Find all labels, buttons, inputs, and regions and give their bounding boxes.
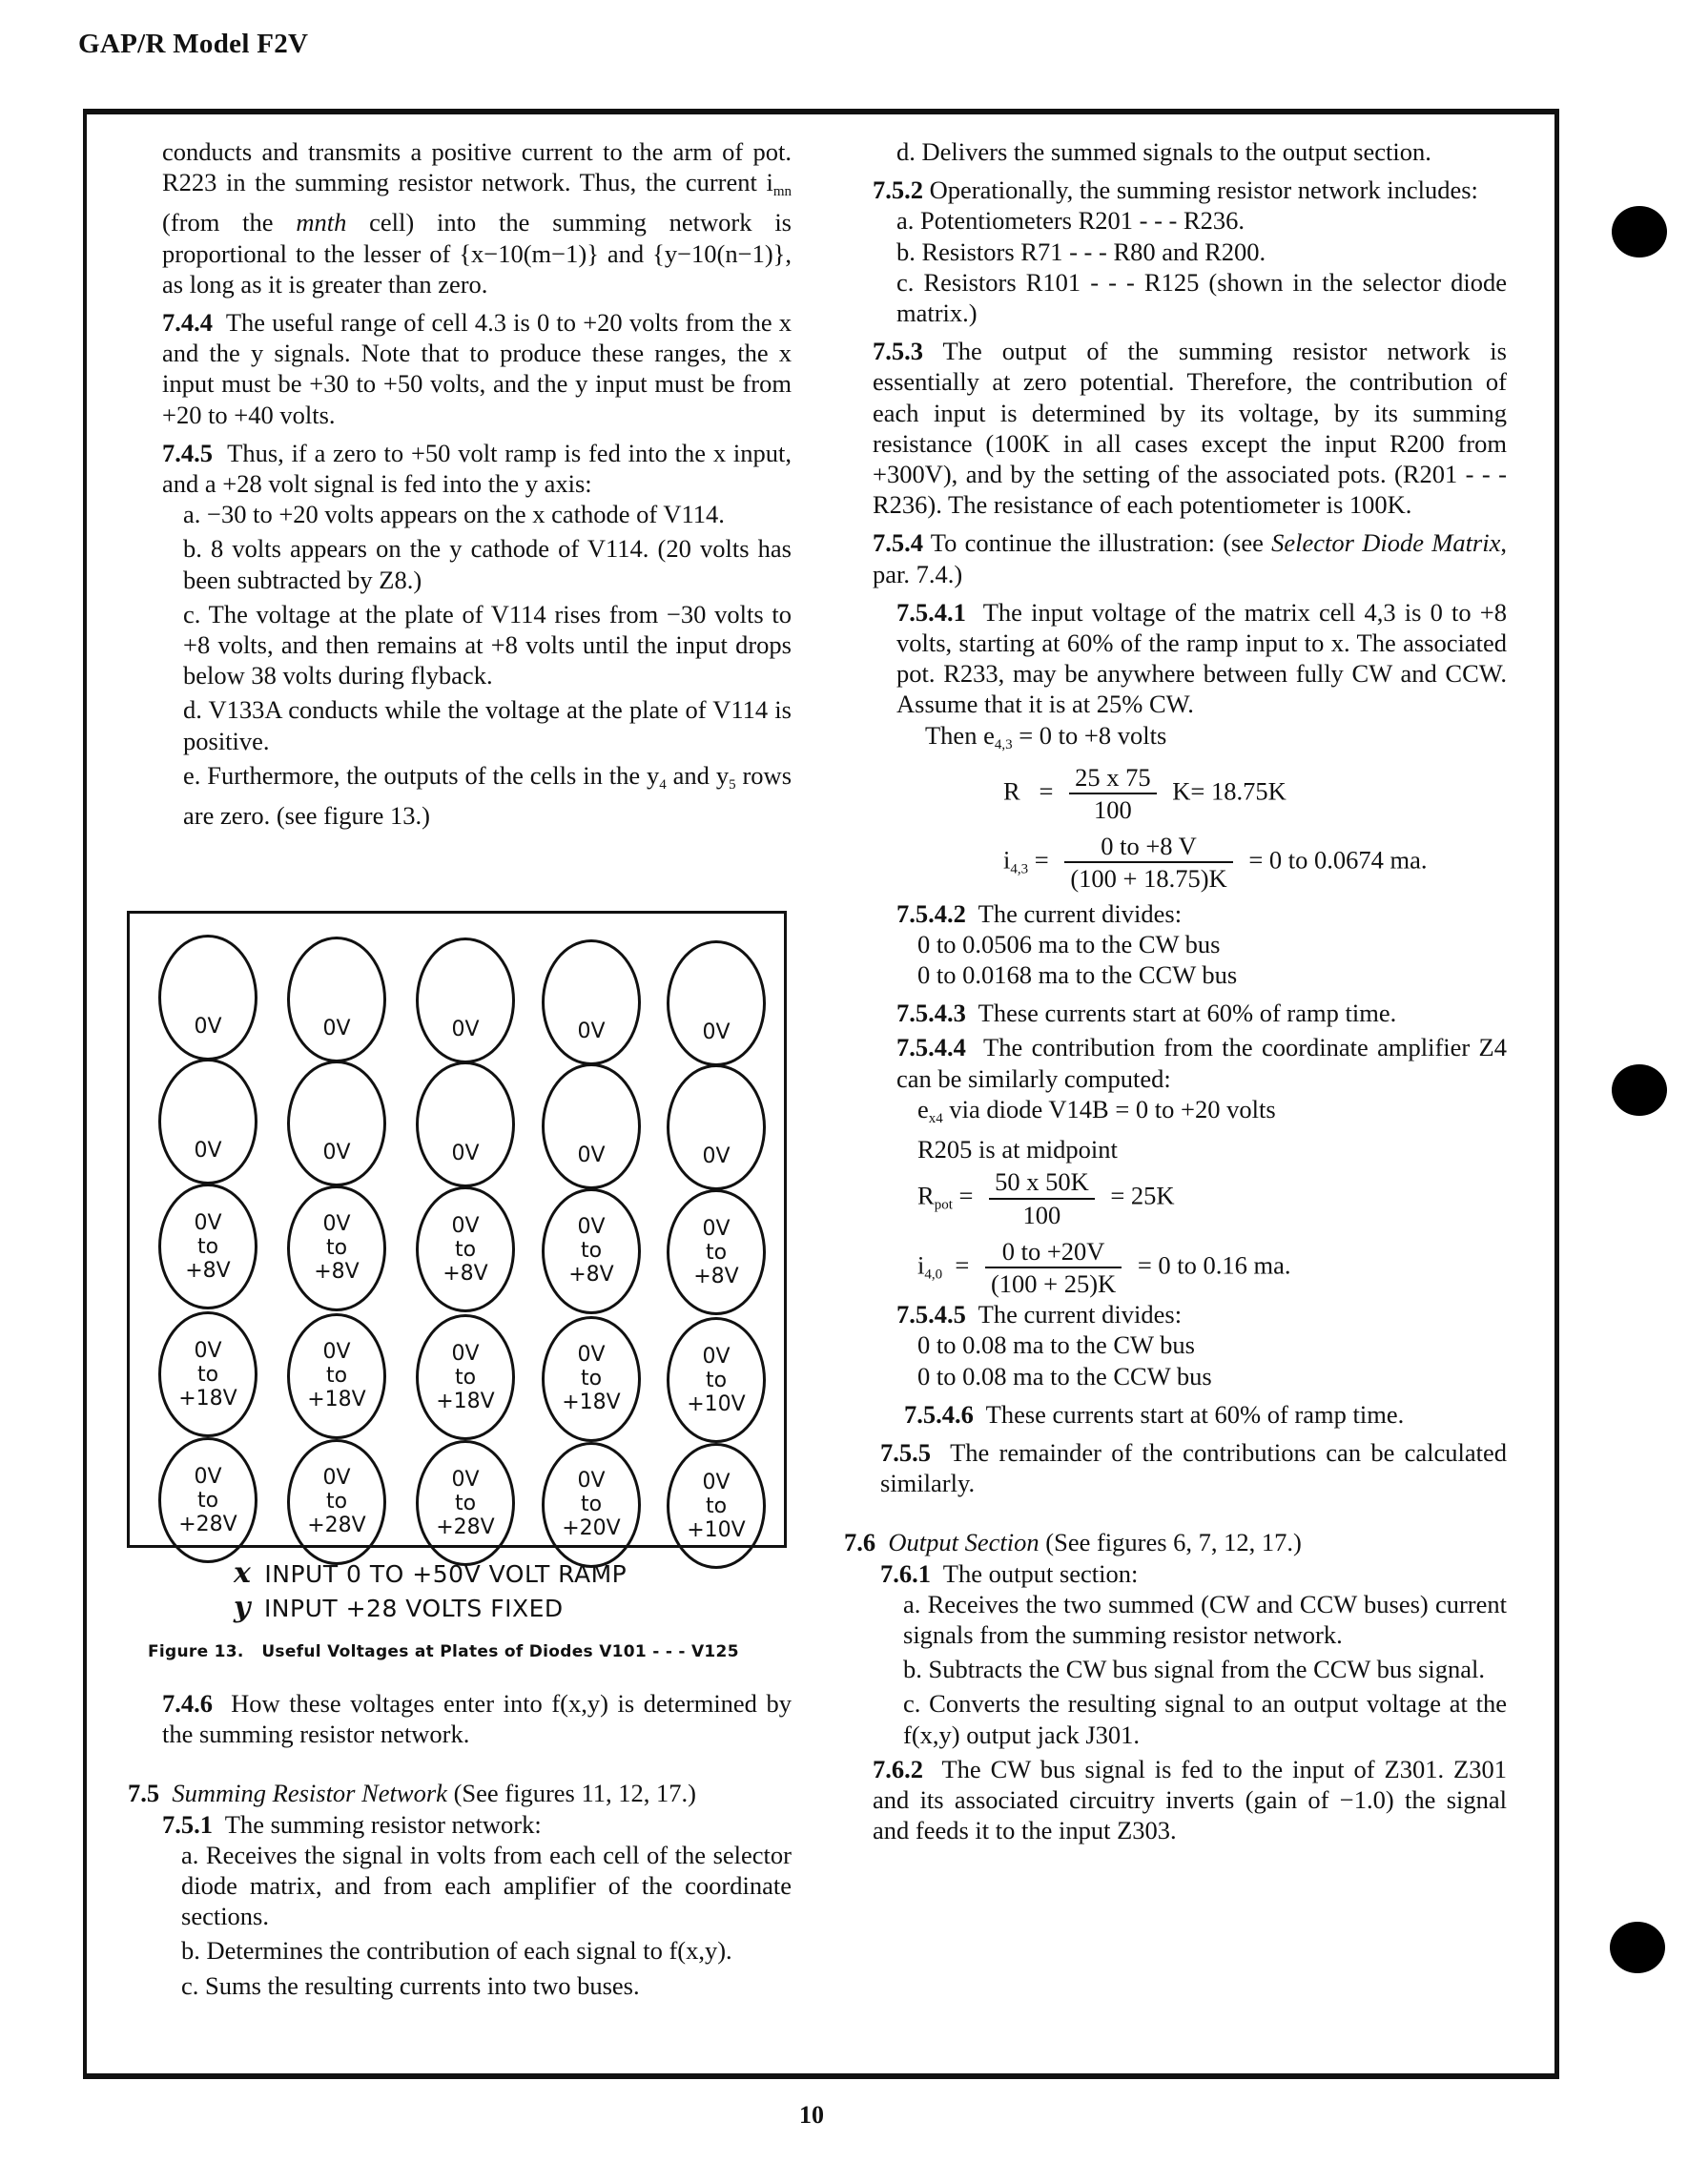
denominator: (100 + 18.75)K: [1064, 861, 1232, 894]
list-item: a. Receives the signal in volts from each cell of the selector diode matrix, and from each amplifier of the coordinate sections.: [181, 1840, 792, 1931]
cell-voltage-label: +18V: [178, 1386, 237, 1411]
intro-text: conducts and transmits a positive current to the arm of pot. R223 in the summing resistor network. Thus, the current i: [162, 137, 792, 197]
section-number: 7.6.2: [873, 1754, 923, 1783]
subscript: 4: [659, 776, 667, 793]
cell-voltage-label: +8V: [314, 1260, 360, 1284]
diode-cell-r3-c1: [158, 1184, 257, 1309]
section-text-end: , par. 7.4.): [873, 528, 1507, 588]
current-line: 0 to 0.08 ma to the CCW bus: [917, 1361, 1212, 1391]
cell-voltage-label: +8V: [693, 1264, 739, 1288]
list-item: a. −30 to +20 volts appears on the x cathode of V114.: [183, 500, 725, 529]
fraction: [1064, 831, 1232, 894]
cell-voltage-label: 0V: [451, 1142, 480, 1165]
section-number: 7.5.4: [873, 528, 923, 558]
cell-voltage-label: 0V: [577, 1215, 606, 1239]
cell-voltage-label: 0V: [322, 1016, 351, 1040]
cell-voltage-label: to: [705, 1368, 728, 1392]
document-header: GAP/R Model F2V: [78, 29, 309, 59]
section-text-italic: Selector Diode Matrix: [1271, 528, 1501, 558]
cell-voltage-label: to: [325, 1236, 348, 1260]
section-7-4-4: [162, 307, 792, 430]
subscript: pot: [934, 1197, 953, 1213]
cell-voltage-label: +28V: [178, 1512, 237, 1536]
section-text: Operationally, the summing resistor network includes:: [929, 175, 1478, 205]
diode-cell-r5-c1: [158, 1437, 257, 1563]
diode-cell-r1-c4: [542, 939, 641, 1065]
section-7-5-4-subsections: [873, 597, 1507, 1430]
cell-voltage-label: +10V: [687, 1391, 746, 1416]
cell-voltage-label: +8V: [443, 1261, 488, 1286]
section-text: The current divides:: [978, 1300, 1183, 1329]
intro-text-mid: (from the: [162, 208, 297, 237]
right-column: [844, 136, 1508, 1845]
equation-text: e: [917, 1094, 929, 1123]
cell-voltage-label: 0V: [702, 1470, 731, 1494]
subscript: 4,3: [1010, 861, 1029, 877]
x-caption-text: INPUT 0 TO +50V VOLT RAMP: [264, 1560, 628, 1588]
section-7-5-4-4: [896, 1032, 1507, 1093]
cell-voltage-label: to: [580, 1493, 603, 1516]
r205-note: R205 is at midpoint: [917, 1135, 1118, 1164]
section-text: To continue the illustration: (see: [930, 528, 1272, 558]
cell-voltage-label: to: [580, 1367, 603, 1391]
list-item: c. The voltage at the plate of V114 rises from −30 volts to +8 volts, and then remains at +8 volts until the input drops below 38 volts during flyback.: [183, 599, 792, 690]
section-number: 7.5.4.2: [896, 898, 966, 928]
list-item: c. Resistors R101 - - - R125 (shown in the selector diode matrix.): [896, 267, 1507, 328]
list-item: b. Subtracts the CW bus signal from the CCW bus signal.: [903, 1655, 1485, 1684]
numerator: 0 to +8 V: [1101, 832, 1197, 861]
section-figure-ref: (See figures 11, 12, 17.): [453, 1779, 696, 1808]
section-7-5-4-1: [896, 597, 1507, 720]
equation-lhs: i: [1003, 845, 1011, 875]
subscript: 5: [729, 776, 736, 793]
section-7-5-3: [873, 336, 1507, 520]
list-item: d. Delivers the summed signals to the output section.: [896, 137, 1431, 166]
cell-voltage-label: +8V: [568, 1263, 614, 1287]
section-7-5-5: [880, 1437, 1507, 1498]
figure-13-diode-matrix: [127, 911, 787, 1548]
cell-voltage-label: to: [705, 1240, 728, 1265]
cell-voltage-label: 0V: [451, 1467, 480, 1492]
section-number: 7.5.1: [162, 1809, 213, 1839]
section-7-6-2: [873, 1754, 1507, 1846]
equation-Rpot: [917, 1166, 1507, 1229]
cell-voltage-label: 0V: [322, 1212, 351, 1236]
list-item: b. Resistors R71 - - - R80 and R200.: [896, 237, 1266, 266]
diode-cell-r5-c5: [667, 1443, 766, 1569]
list-item: c. Sums the resulting currents into two buses.: [181, 1970, 640, 2000]
section-7-5-4-3: [896, 998, 1507, 1028]
cell-voltage-label: 0V: [577, 1019, 606, 1043]
diode-cell-r4-c1: [158, 1311, 257, 1437]
section-7-6-1-list: [880, 1589, 1507, 1750]
equation-rhs: = 0 to 0.0674 ma.: [1248, 845, 1428, 875]
intro-text-italic: mnth: [296, 208, 347, 237]
section-text: The output section:: [942, 1558, 1139, 1588]
punch-hole-middle: [1612, 1064, 1667, 1116]
cell-voltage-label: 0V: [194, 1464, 222, 1489]
section-number: 7.5.4.5: [896, 1300, 966, 1329]
diode-cell-r1-c1: [158, 935, 257, 1061]
subscript: x4: [928, 1110, 943, 1126]
cell-voltage-label: to: [196, 1234, 219, 1259]
equation-rhs: = 25K: [1110, 1181, 1175, 1210]
subscript: 4,0: [924, 1266, 943, 1282]
cell-voltage-label: to: [705, 1494, 728, 1518]
cell-voltage-label: +18V: [436, 1389, 495, 1413]
figure-x-caption: [234, 1556, 627, 1590]
cell-voltage-label: +18V: [562, 1391, 621, 1414]
diode-cell-r3-c4: [542, 1188, 641, 1314]
equals: =: [942, 1249, 970, 1279]
section-number: 7.4.4: [162, 308, 213, 338]
cell-voltage-label: +28V: [307, 1514, 366, 1537]
cell-voltage-label: 0V: [702, 1020, 731, 1044]
diode-cell-r2-c3: [416, 1061, 515, 1187]
list-item: c. Converts the resulting signal to an output voltage at the f(x,y) output jack J301.: [903, 1689, 1507, 1749]
section-title: Summing Resistor Network: [172, 1779, 447, 1808]
section-7-5-4-5: [896, 1299, 1507, 1329]
section-text: These currents start at 60% of ramp time.: [978, 999, 1397, 1028]
list-item: b. 8 volts appears on the y cathode of V114. (20 volts has been subtracted by Z8.): [183, 534, 792, 594]
section-number: 7.5.4.1: [896, 597, 966, 627]
section-7-4-5: [162, 438, 792, 499]
numerator: 25 x 75: [1075, 762, 1151, 792]
diode-cell-r5-c3: [416, 1440, 515, 1566]
punch-hole-bottom: [1610, 1922, 1665, 1973]
section-number: 7.5.3: [873, 337, 923, 366]
equals: =: [1028, 845, 1049, 875]
fraction: [1069, 762, 1157, 825]
section-7-5-1-list: [162, 1840, 792, 2001]
diode-cell-r1-c2: [287, 937, 386, 1062]
intro-text-end: cell) into the summing network is proportional to the lesser of {x−10(m−1)} and {y−10(n−1)}, as long as it is greater than zero.: [162, 208, 792, 299]
cell-voltage-label: to: [580, 1239, 603, 1263]
section-7-5-1: [162, 1809, 792, 1840]
list-item-text: e. Furthermore, the outputs of the cells in the y: [183, 760, 660, 790]
section-7-5-2: [873, 175, 1507, 205]
equation-e43: [925, 720, 1507, 760]
y-variable: y: [234, 1591, 251, 1624]
section-7-4-6: [162, 1688, 792, 1749]
section-number: 7.5.4.4: [896, 1033, 966, 1062]
diode-cell-r4-c3: [416, 1314, 515, 1440]
section-number: 7.4.6: [162, 1689, 213, 1718]
cell-voltage-label: to: [196, 1488, 219, 1513]
section-7-4-5-list: [162, 499, 792, 831]
diode-cell-r3-c5: [667, 1189, 766, 1315]
equals: =: [952, 1181, 974, 1210]
section-text: The output of the summing resistor network is essentially at zero potential. Therefore, the contribution of each input is determined by its voltage, by its summing resistance (100K in all cases except the input R200 from +300V), and by the setting of the associated pots. (R201 - - - R236). The resistance of each potentiometer is 100K.: [873, 337, 1507, 520]
section-number: 7.5.2: [873, 175, 923, 205]
list-item-text: rows are zero. (see figure 13.): [183, 760, 793, 831]
fraction: [985, 1236, 1122, 1299]
diode-cell-r4-c2: [287, 1313, 386, 1439]
diode-cell-r4-c4: [542, 1316, 641, 1442]
cell-voltage-label: 0V: [322, 1340, 351, 1364]
section-7-6-1: [880, 1558, 1507, 1589]
diode-cell-r5-c4: [542, 1442, 641, 1568]
section-7-6-heading: [844, 1527, 1507, 1557]
cell-voltage-label: 0V: [702, 1144, 731, 1168]
cell-voltage-label: 0V: [322, 1466, 351, 1490]
current-line: 0 to 0.0168 ma to the CCW bus: [917, 960, 1238, 990]
x-variable: x: [234, 1556, 252, 1590]
section-7-5-2-list: [873, 205, 1507, 328]
equation-R: [896, 762, 1507, 825]
section-text: The input voltage of the matrix cell 4,3 is 0 to +8 volts, starting at 60% of the ramp input to x. The associated pot. R233, may be anywhere between fully CW and CCW. Assume that it is at 25% CW.: [896, 597, 1507, 719]
left-column-bottom: [128, 1688, 792, 2001]
equation-text: = 0 to +8 volts: [1012, 720, 1167, 750]
diode-cell-r2-c2: [287, 1061, 386, 1186]
cell-voltage-label: to: [196, 1362, 219, 1387]
cell-voltage-label: 0V: [577, 1343, 606, 1367]
section-number: 7.6.1: [880, 1558, 931, 1588]
cell-voltage-label: +28V: [436, 1514, 495, 1539]
list-item: d. V133A conducts while the voltage at the plate of V114 is positive.: [183, 695, 792, 755]
cell-voltage-label: 0V: [702, 1216, 731, 1241]
diode-cell-r2-c4: [542, 1063, 641, 1189]
intro-paragraph: [162, 136, 792, 299]
cell-voltage-label: 0V: [451, 1213, 480, 1238]
equation-lhs: i: [917, 1249, 925, 1279]
numerator: 50 x 50K: [995, 1167, 1089, 1197]
equation-text: Then e: [925, 720, 995, 750]
cell-voltage-label: 0V: [577, 1469, 606, 1493]
cell-voltage-label: 0V: [451, 1341, 480, 1366]
equation-ex4: [917, 1094, 1507, 1134]
page-number: 10: [799, 2101, 824, 2129]
section-text: The current divides:: [978, 898, 1183, 928]
diode-cell-r5-c2: [287, 1439, 386, 1565]
section-7-5-4-2: [896, 898, 1507, 929]
section-text: The summing resistor network:: [224, 1809, 542, 1839]
diode-cell-r1-c5: [667, 940, 766, 1066]
cell-voltage-label: to: [454, 1365, 477, 1390]
diode-cell-r3-c3: [416, 1186, 515, 1312]
punch-hole-top: [1612, 206, 1667, 258]
diode-cell-r4-c5: [667, 1317, 766, 1443]
cell-voltage-label: to: [325, 1364, 348, 1388]
equation-lhs: R: [917, 1181, 935, 1210]
section-text: These currents start at 60% of ramp time.: [985, 1399, 1405, 1429]
section-7-5-4: [873, 527, 1507, 588]
list-item: a. Potentiometers R201 - - - R236.: [896, 206, 1245, 236]
section-text: How these voltages enter into f(x,y) is determined by the summing resistor network.: [162, 1689, 792, 1749]
list-item: a. Receives the two summed (CW and CCW buses) current signals from the summing resistor network.: [903, 1589, 1507, 1649]
diode-cell-r2-c5: [667, 1064, 766, 1190]
denominator: (100 + 25)K: [985, 1267, 1122, 1299]
subscript: 4,3: [994, 736, 1013, 752]
section-title: Output Section: [888, 1528, 1040, 1557]
cell-voltage-label: to: [454, 1237, 477, 1262]
figure-y-caption: [234, 1591, 564, 1624]
cell-voltage-label: 0V: [194, 1015, 222, 1039]
cell-voltage-label: 0V: [577, 1143, 606, 1167]
section-number: 7.5.4.6: [904, 1399, 974, 1429]
list-item-text: and y: [666, 760, 730, 790]
section-number: 7.6: [844, 1528, 876, 1557]
list-item: [183, 760, 792, 831]
section-text: The useful range of cell 4.3 is 0 to +20 volts from the x and the y signals. Note that to produce these ranges, the x input must be +30 to +50 volts, and the y input must be from +20 to +40 volts.: [162, 308, 792, 429]
current-line: 0 to 0.0506 ma to the CW bus: [917, 929, 1221, 958]
cell-voltage-label: 0V: [194, 1338, 222, 1363]
cell-voltage-label: +20V: [562, 1516, 621, 1540]
cell-voltage-label: 0V: [322, 1140, 351, 1164]
fraction: [989, 1166, 1095, 1229]
section-figure-ref: (See figures 6, 7, 12, 17.): [1045, 1528, 1302, 1557]
y-caption-text: INPUT +28 VOLTS FIXED: [263, 1595, 564, 1622]
cell-voltage-label: +10V: [687, 1517, 746, 1542]
list-item: b. Determines the contribution of each signal to f(x,y).: [181, 1936, 732, 1966]
section-7-5-heading: [128, 1778, 792, 1808]
cell-voltage-label: +18V: [307, 1388, 366, 1411]
denominator: 100: [989, 1198, 1095, 1230]
cell-voltage-label: to: [325, 1490, 348, 1514]
figure-title: Figure 13. Useful Voltages at Plates of Diodes V101 - - - V125: [148, 1642, 739, 1661]
section-text: The contribution from the coordinate amplifier Z4 can be similarly computed:: [896, 1033, 1507, 1093]
equation-rhs: = 0 to 0.16 ma.: [1137, 1249, 1291, 1279]
cell-voltage-label: 0V: [194, 1139, 222, 1163]
equation-text: via diode V14B = 0 to +20 volts: [942, 1094, 1276, 1123]
equation-lhs: R =: [1003, 776, 1054, 806]
cell-voltage-label: 0V: [451, 1018, 480, 1041]
section-number: 7.5: [128, 1779, 160, 1808]
section-number: 7.5.5: [880, 1437, 931, 1467]
equation-rhs: K= 18.75K: [1172, 776, 1287, 806]
section-number: 7.4.5: [162, 438, 213, 467]
denominator: 100: [1069, 793, 1157, 825]
cell-voltage-label: +8V: [185, 1258, 231, 1283]
section-7-5-4-6: [896, 1399, 1507, 1430]
left-column-top: [162, 136, 792, 831]
diode-cell-r3-c2: [287, 1185, 386, 1311]
section-text: The remainder of the contributions can be calculated similarly.: [880, 1437, 1508, 1498]
diode-cell-r1-c3: [416, 937, 515, 1063]
cell-voltage-label: 0V: [194, 1210, 222, 1235]
diode-cell-r2-c1: [158, 1059, 257, 1185]
equation-i43: [896, 831, 1507, 894]
subscript: mn: [772, 184, 792, 200]
section-text: The CW bus signal is fed to the input of Z301. Z301 and its associated circuitry inverts (gain of −1.0) the signal and feeds it to the input Z303.: [873, 1754, 1507, 1845]
cell-voltage-label: to: [454, 1491, 477, 1515]
equation-i40: [917, 1236, 1507, 1299]
section-text: Thus, if a zero to +50 volt ramp is fed into the x input, and a +28 volt signal is fed into the y axis:: [162, 438, 792, 499]
cell-voltage-label: 0V: [702, 1344, 731, 1369]
numerator: 0 to +20V: [1001, 1236, 1105, 1266]
current-line: 0 to 0.08 ma to the CW bus: [917, 1330, 1195, 1360]
section-number: 7.5.4.3: [896, 999, 966, 1028]
